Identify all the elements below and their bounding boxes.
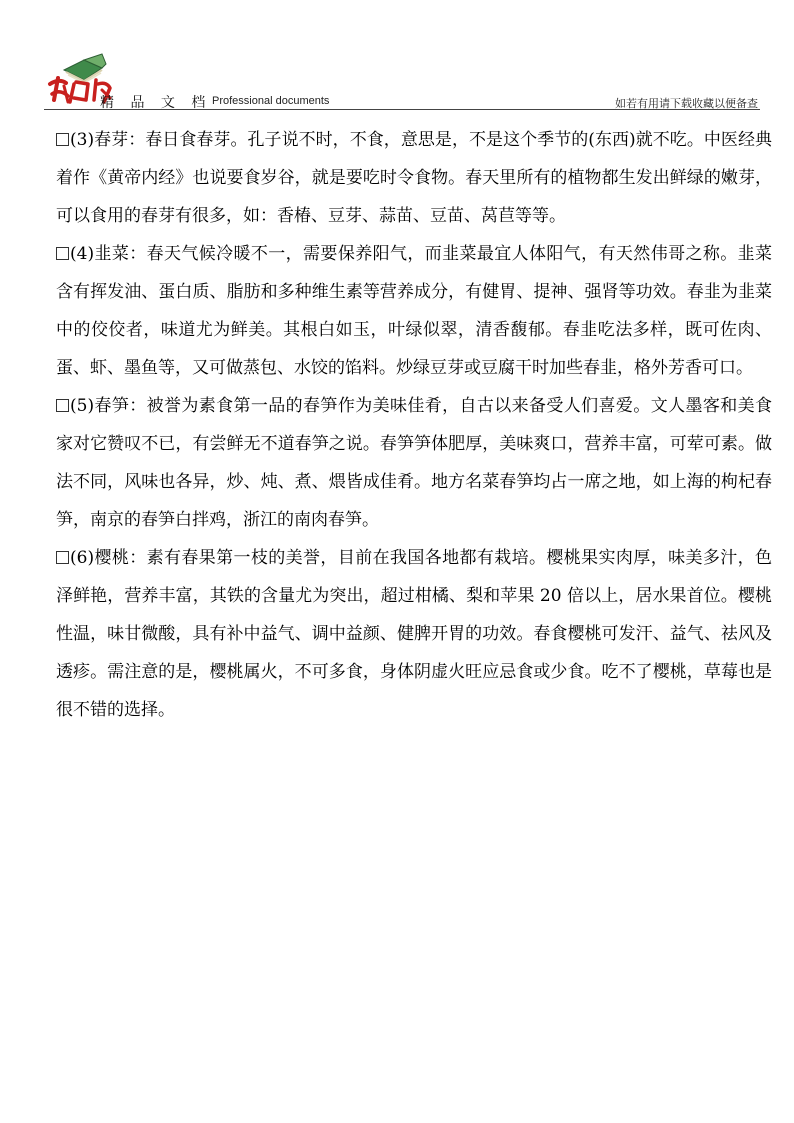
paragraph-text: (4)韭菜：春天气候冷暖不一，需要保养阳气，而韭菜最宜人体阳气，有天然伟哥之称。韭菜含有挥发油、蛋白质、脂肪和多种维生素等营养成分，有健胃、提神、强肾等功效。春韭为韭菜中的佼佼者，味道尤为鲜美。其根白如玉，叶绿似翠，清香馥郁。春韭吃法多样，既可佐肉、蛋、虾、墨鱼等，又可做蒸包、水饺的馅料。炒绿豆芽或豆腐干时加些春韭，格外芳香可口。 (56, 244, 772, 378)
header-right-note: 如若有用请下载收藏以便备查 (615, 97, 758, 110)
page-header (44, 50, 760, 110)
paragraph-spring-bamboo (56, 387, 772, 539)
checkbox-icon (56, 247, 69, 260)
header-divider (44, 109, 760, 110)
paragraph-text: (3)春芽：春日食春芽。孔子说不时，不食，意思是，不是这个季节的(东西)就不吃。中医经典着作《黄帝内经》也说要食岁谷，就是要吃时令食物。春天里所有的植物都生发出鲜绿的嫩芽，可以食用的春芽有很多，如：香椿、豆芽、蒜苗、豆苗、莴苣等等。 (56, 130, 772, 226)
header-title: 精 品 文 档 (100, 95, 212, 111)
header-subtitle: Professional documents (212, 95, 330, 107)
paragraph-text: (5)春笋：被誉为素食第一品的春笋作为美味佳肴，自古以来备受人们喜爱。文人墨客和美食家对它赞叹不已，有尝鲜无不道春笋之说。春笋笋体肥厚，美味爽口，营养丰富，可荤可素。做法不同，风味也各异，炒、炖、煮、煨皆成佳肴。地方名菜春笋均占一席之地，如上海的枸杞春笋，南京的春笋白拌鸡，浙江的南肉春笋。 (56, 396, 772, 530)
paragraph-chives (56, 235, 772, 387)
document-body (56, 121, 772, 729)
checkbox-icon (56, 133, 69, 146)
checkbox-icon (56, 551, 69, 564)
paragraph-text: (6)樱桃：素有春果第一枝的美誉，目前在我国各地都有栽培。樱桃果实肉厚，味美多汁，色泽鲜艳，营养丰富，其铁的含量尤为突出，超过柑橘、梨和苹果 20 倍以上，居水果首位。樱桃性温，味甘微酸，具有补中益气、调中益颜、健脾开胃的功效。春食樱桃可发汗、益气、祛风及透疹。需注意的是，樱桃属火，不可多食，身体阴虚火旺应忌食或少食。吃不了樱桃，草莓也是很不错的选择。 (56, 548, 772, 720)
checkbox-icon (56, 399, 69, 412)
book-icon (64, 54, 106, 83)
paragraph-cherries (56, 539, 772, 729)
paragraph-spring-sprouts (56, 121, 772, 235)
